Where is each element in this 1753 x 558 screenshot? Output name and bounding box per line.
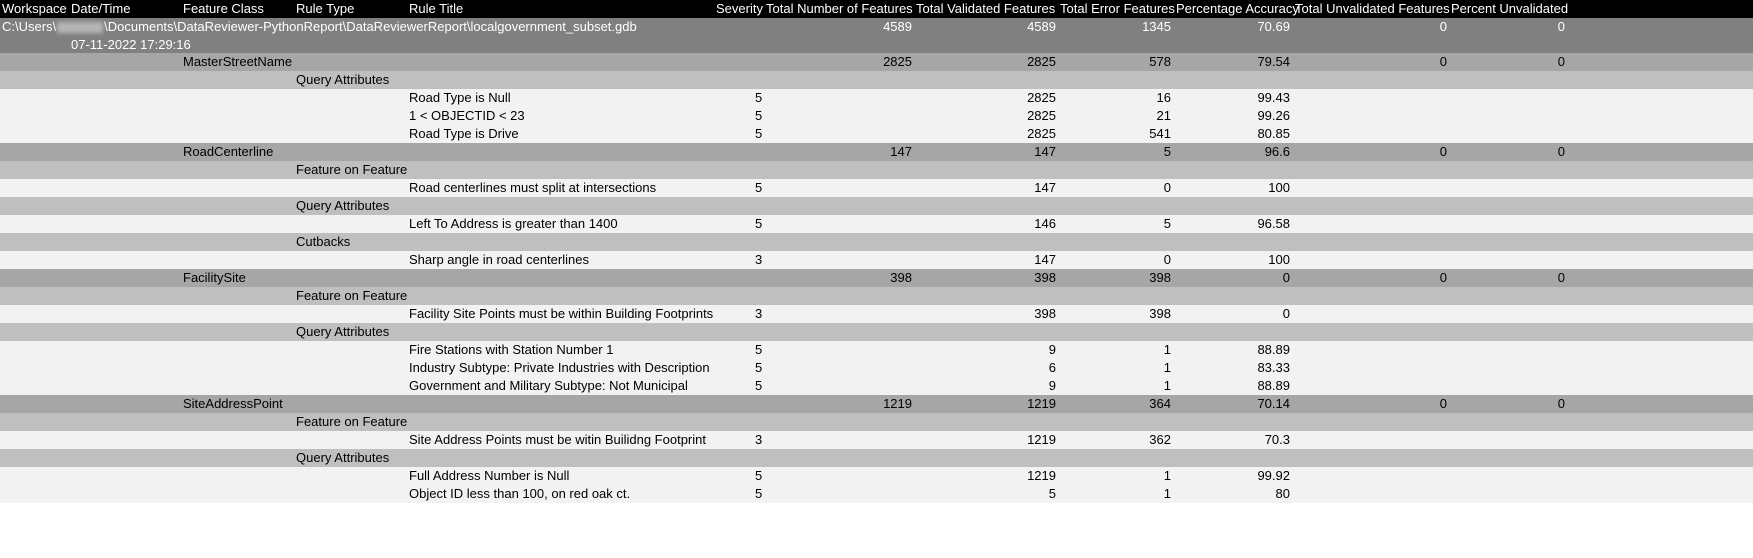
rule-title: Full Address Number is Null (409, 468, 570, 483)
fc-accuracy: 96.6 (1264, 144, 1290, 159)
col-header-rule-type[interactable]: Rule Type (296, 1, 355, 16)
fc-total: 2825 (883, 54, 912, 69)
rule-row[interactable] (0, 377, 1753, 395)
rule-severity: 3 (755, 432, 763, 447)
rule-validated: 2825 (1027, 126, 1056, 141)
rule-type-name: Query Attributes (296, 72, 390, 87)
fc-errors: 398 (1149, 270, 1171, 285)
fc-validated: 2825 (1027, 54, 1056, 69)
fc-total: 398 (890, 270, 912, 285)
fc-total: 1219 (883, 396, 912, 411)
workspace-row[interactable] (0, 18, 1753, 36)
rule-severity: 5 (755, 486, 763, 501)
rule-row[interactable] (0, 125, 1753, 143)
rule-type-name: Query Attributes (296, 324, 390, 339)
fc-pct-unvalidated: 0 (1557, 396, 1565, 411)
ws-accuracy: 70.69 (1257, 19, 1290, 34)
col-header-errors[interactable]: Total Error Features (1060, 1, 1175, 16)
rule-type-row[interactable] (0, 197, 1753, 215)
col-header-datetime[interactable]: Date/Time (71, 1, 131, 16)
rule-errors: 1 (1163, 486, 1171, 501)
rule-errors: 0 (1163, 252, 1171, 267)
rule-title: Road centerlines must split at intersections (409, 180, 657, 195)
feature-class-name: FacilitySite (183, 270, 246, 285)
rule-severity: 5 (755, 378, 763, 393)
rule-severity: 3 (755, 252, 763, 267)
rule-title: Government and Military Subtype: Not Municipal (409, 378, 688, 393)
rule-row[interactable] (0, 341, 1753, 359)
rule-severity: 5 (755, 342, 763, 357)
header-row (0, 0, 1753, 18)
col-header-accuracy[interactable]: Percentage Accuracy (1176, 1, 1299, 16)
rule-severity: 5 (755, 180, 763, 195)
rule-errors: 1 (1163, 378, 1171, 393)
rule-accuracy: 83.33 (1257, 360, 1290, 375)
rule-accuracy: 80 (1275, 486, 1290, 501)
rule-errors: 541 (1149, 126, 1171, 141)
fc-errors: 5 (1163, 144, 1171, 159)
rule-validated: 1219 (1027, 468, 1056, 483)
rule-row[interactable] (0, 215, 1753, 233)
ws-errors: 1345 (1142, 19, 1171, 34)
redacted-username (57, 22, 103, 33)
ws-unvalidated: 0 (1439, 19, 1447, 34)
rule-row[interactable] (0, 179, 1753, 197)
col-header-rule-title[interactable]: Rule Title (409, 1, 464, 16)
fc-accuracy: 79.54 (1257, 54, 1290, 69)
rule-row[interactable] (0, 89, 1753, 107)
rule-type-row[interactable] (0, 287, 1753, 305)
rule-type-name: Cutbacks (296, 234, 351, 249)
rule-validated: 9 (1048, 342, 1056, 357)
rule-errors: 1 (1163, 360, 1171, 375)
col-header-pct-unvalidated[interactable]: Percent Unvalidated (1451, 1, 1569, 16)
ws-total: 4589 (883, 19, 912, 34)
rule-errors: 21 (1156, 108, 1171, 123)
rule-severity: 5 (755, 108, 763, 123)
feature-class-name: RoadCenterline (183, 144, 274, 159)
rule-errors: 1 (1163, 468, 1171, 483)
rule-title: Site Address Points must be witin Builidng Footprint (409, 432, 706, 447)
feature-class-row[interactable] (0, 395, 1753, 413)
fc-unvalidated: 0 (1439, 144, 1447, 159)
fc-pct-unvalidated: 0 (1557, 270, 1565, 285)
col-header-unvalidated[interactable]: Total Unvalidated Features (1295, 1, 1450, 16)
rule-type-row[interactable] (0, 449, 1753, 467)
col-header-feature-class[interactable]: Feature Class (183, 1, 264, 16)
rule-type-name: Feature on Feature (296, 414, 408, 429)
rule-accuracy: 100 (1268, 180, 1290, 195)
feature-class-row[interactable] (0, 53, 1753, 71)
ws-validated: 4589 (1027, 19, 1056, 34)
col-header-workspace[interactable]: Workspace (2, 1, 67, 16)
rule-type-name: Feature on Feature (296, 162, 408, 177)
rule-type-row[interactable] (0, 323, 1753, 341)
fc-validated: 398 (1034, 270, 1056, 285)
fc-total: 147 (890, 144, 912, 159)
rule-accuracy: 88.89 (1257, 342, 1290, 357)
fc-accuracy: 0 (1282, 270, 1290, 285)
col-header-severity[interactable]: Severity (716, 1, 763, 16)
rule-errors: 362 (1149, 432, 1171, 447)
fc-accuracy: 70.14 (1257, 396, 1290, 411)
rule-type-row[interactable] (0, 413, 1753, 431)
rule-validated: 147 (1034, 252, 1056, 267)
rule-title: Industry Subtype: Private Industries with Description (409, 360, 710, 375)
rule-accuracy: 80.85 (1257, 126, 1290, 141)
workspace-datetime: 07-11-2022 17:29:16 (71, 37, 191, 52)
rule-type-row[interactable] (0, 71, 1753, 89)
rule-row[interactable] (0, 107, 1753, 125)
rule-errors: 1 (1163, 342, 1171, 357)
rule-type-name: Query Attributes (296, 450, 390, 465)
feature-class-name: MasterStreetName (183, 54, 293, 69)
fc-unvalidated: 0 (1439, 270, 1447, 285)
fc-errors: 364 (1149, 396, 1171, 411)
rule-row[interactable] (0, 467, 1753, 485)
fc-errors: 578 (1149, 54, 1171, 69)
feature-class-name: SiteAddressPoint (183, 396, 283, 411)
rule-validated: 147 (1034, 180, 1056, 195)
rule-accuracy: 0 (1282, 306, 1290, 321)
rule-row[interactable] (0, 251, 1753, 269)
report-body (0, 53, 1753, 503)
rule-accuracy: 99.26 (1257, 108, 1290, 123)
rule-severity: 5 (755, 126, 763, 141)
col-header-validated[interactable]: Total Validated Features (916, 1, 1056, 16)
rule-validated: 9 (1048, 378, 1056, 393)
rule-type-name: Query Attributes (296, 198, 390, 213)
rule-validated: 2825 (1027, 90, 1056, 105)
rule-type-row[interactable] (0, 161, 1753, 179)
rule-errors: 5 (1163, 216, 1171, 231)
rule-severity: 5 (755, 468, 763, 483)
rule-row[interactable] (0, 485, 1753, 503)
rule-accuracy: 88.89 (1257, 378, 1290, 393)
rule-validated: 398 (1034, 306, 1056, 321)
workspace-path: C:\Users\ \Documents\DataReviewer-PythonReport\DataReviewerReport\localgovernment_subset.gdb (2, 19, 637, 34)
rule-title: Fire Stations with Station Number 1 (409, 342, 614, 357)
rule-type-name: Feature on Feature (296, 288, 408, 303)
fc-pct-unvalidated: 0 (1557, 54, 1565, 69)
rule-validated: 1219 (1027, 432, 1056, 447)
feature-class-row[interactable] (0, 143, 1753, 161)
rule-accuracy: 99.43 (1257, 90, 1290, 105)
rule-title: Road Type is Drive (409, 126, 519, 141)
rule-row[interactable] (0, 359, 1753, 377)
rule-errors: 0 (1163, 180, 1171, 195)
rule-title: Left To Address is greater than 1400 (409, 216, 618, 231)
rule-validated: 2825 (1027, 108, 1056, 123)
rule-row[interactable] (0, 305, 1753, 323)
rule-title: Road Type is Null (409, 90, 511, 105)
rule-type-row[interactable] (0, 233, 1753, 251)
rule-errors: 16 (1156, 90, 1171, 105)
rule-accuracy: 70.3 (1264, 432, 1290, 447)
col-header-total-features[interactable]: Total Number of Features (766, 1, 913, 16)
rule-title: Object ID less than 100, on red oak ct. (409, 486, 631, 501)
rule-row[interactable] (0, 431, 1753, 449)
rule-severity: 3 (755, 306, 763, 321)
rule-severity: 5 (755, 216, 763, 231)
rule-accuracy: 96.58 (1257, 216, 1290, 231)
rule-errors: 398 (1149, 306, 1171, 321)
fc-unvalidated: 0 (1439, 54, 1447, 69)
datetime-row[interactable] (0, 36, 1753, 53)
rule-title: Facility Site Points must be within Building Footprints (409, 306, 714, 321)
fc-unvalidated: 0 (1439, 396, 1447, 411)
rule-validated: 6 (1048, 360, 1056, 375)
rule-severity: 5 (755, 90, 763, 105)
ws-pct-unvalidated: 0 (1557, 19, 1565, 34)
rule-title: 1 < OBJECTID < 23 (409, 108, 525, 123)
rule-accuracy: 99.92 (1257, 468, 1290, 483)
rule-validated: 5 (1048, 486, 1056, 501)
fc-pct-unvalidated: 0 (1557, 144, 1565, 159)
rule-severity: 5 (755, 360, 763, 375)
rule-validated: 146 (1034, 216, 1056, 231)
rule-title: Sharp angle in road centerlines (409, 252, 589, 267)
fc-validated: 147 (1034, 144, 1056, 159)
rule-accuracy: 100 (1268, 252, 1290, 267)
feature-class-row[interactable] (0, 269, 1753, 287)
fc-validated: 1219 (1027, 396, 1056, 411)
